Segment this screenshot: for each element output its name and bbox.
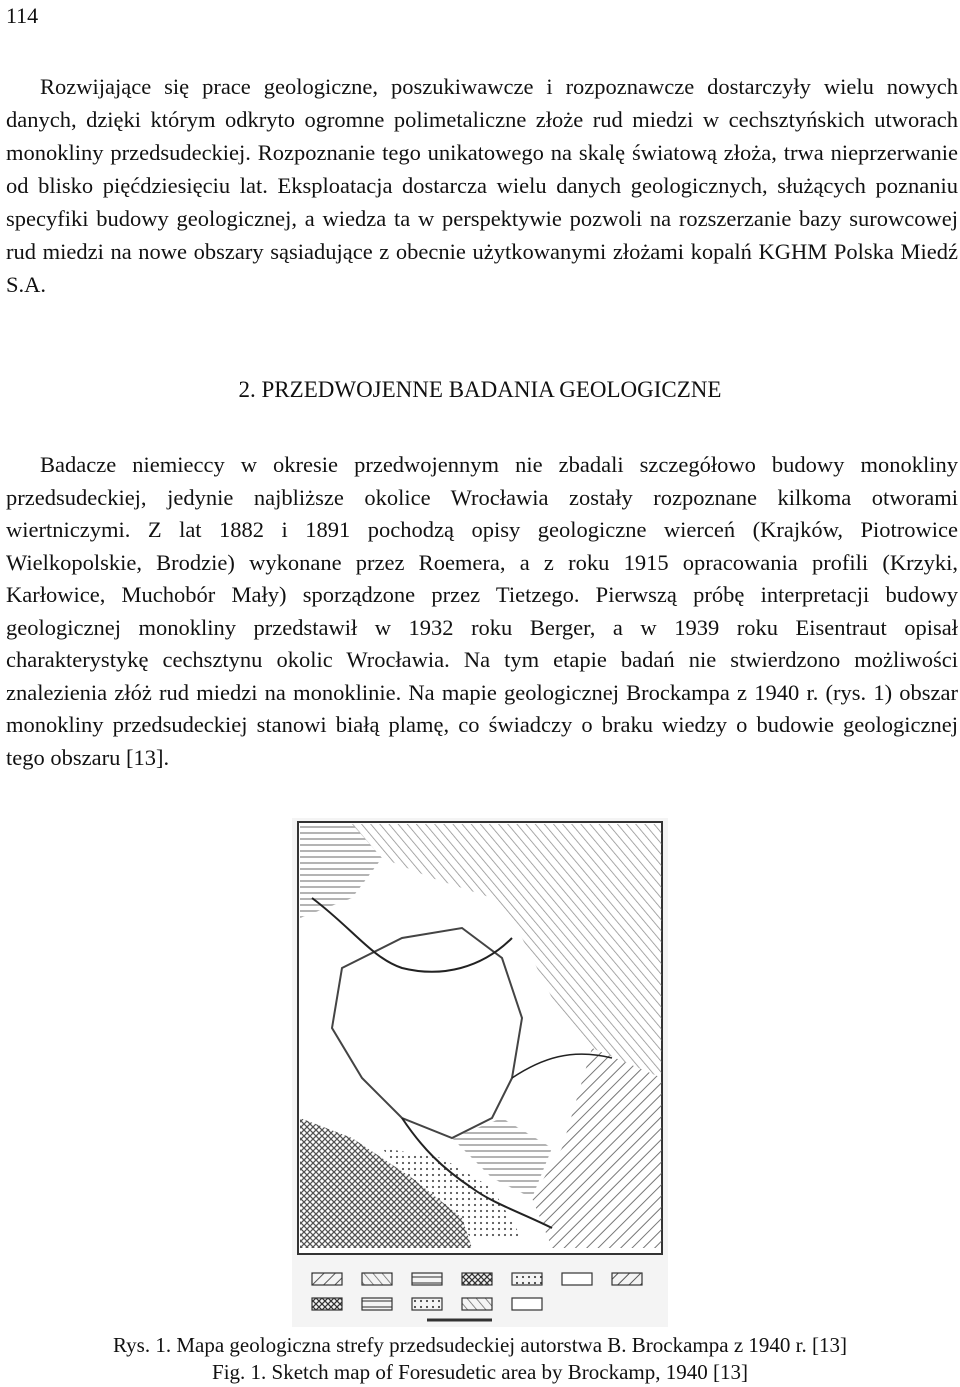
geological-map-figure (292, 818, 668, 1327)
page-number: 114 (6, 3, 39, 28)
paragraph-intro: Rozwijające się prace geologiczne, poszukiwawcze i rozpoznawcze dostarczyły wielu nowych danych, dzięki którym odkryto ogromne polimetaliczne złoże rud miedzi w cechsztyńskich utworach monokliny przedsudeckiej. Rozpoznanie tego unikatowego na skalę światową złoża, trwa nieprzerwanie od blisko pięćdziesięciu lat. Eksploatacja dostarcza wielu danych geologicznych, służących poznaniu specyfiki budowy geologicznej, a wiedza ta w perspektywie pozwoli na rozszerzanie bazy surowcowej rud miedzi na nowe obszary sąsiadujące z obecnie użytkowanymi złożami kopalń KGHM Polska Miedź S.A. (6, 74, 958, 297)
paragraph-prewar-research: Badacze niemieccy w okresie przedwojennym nie zbadali szczegółowo budowy monokliny przedsudeckiej, jedynie najbliższe okolice Wrocławia zostały rozpoznane kilkoma otworami wiertniczymi. Z lat 1882 i 1891 pochodzą opisy geologiczne wierceń (Krajków, Piotrowice Wielkopolskie, Brodzie) wykonane przez Roemera, a z roku 1915 opracowania profili (Krzyki, Karłowice, Muchobór Mały) sporządzone przez Tietzego. Pierwszą próbę interpretacji budowy geologicznej monokliny przedstawił w 1932 roku Berger, a w 1939 roku Eisentraut opisał charakterystykę cechsztynu okolic Wrocławia. Na tym etapie badań nie stwierdzono możliwości znalezienia złóż rud miedzi na monoklinie. Na mapie geologicznej Brockampa z 1940 r. (rys. 1) obszar monokliny przedsudeckiej stanowi białą plamę, co świadczy o braku wiedzy o budowie geologicznej tego obszaru [13]. (6, 452, 958, 770)
geological-map-image (292, 818, 668, 1327)
section-heading: 2. PRZEDWOJENNE BADANIA GEOLOGICZNE (238, 377, 722, 402)
figure-caption-english: Fig. 1. Sketch map of Foresudetic area by Brockamp, 1940 [13] (212, 1360, 748, 1384)
figure-caption-polish: Rys. 1. Mapa geologiczna strefy przedsudeckiej autorstwa B. Brockampa z 1940 r. [13] (113, 1333, 847, 1357)
